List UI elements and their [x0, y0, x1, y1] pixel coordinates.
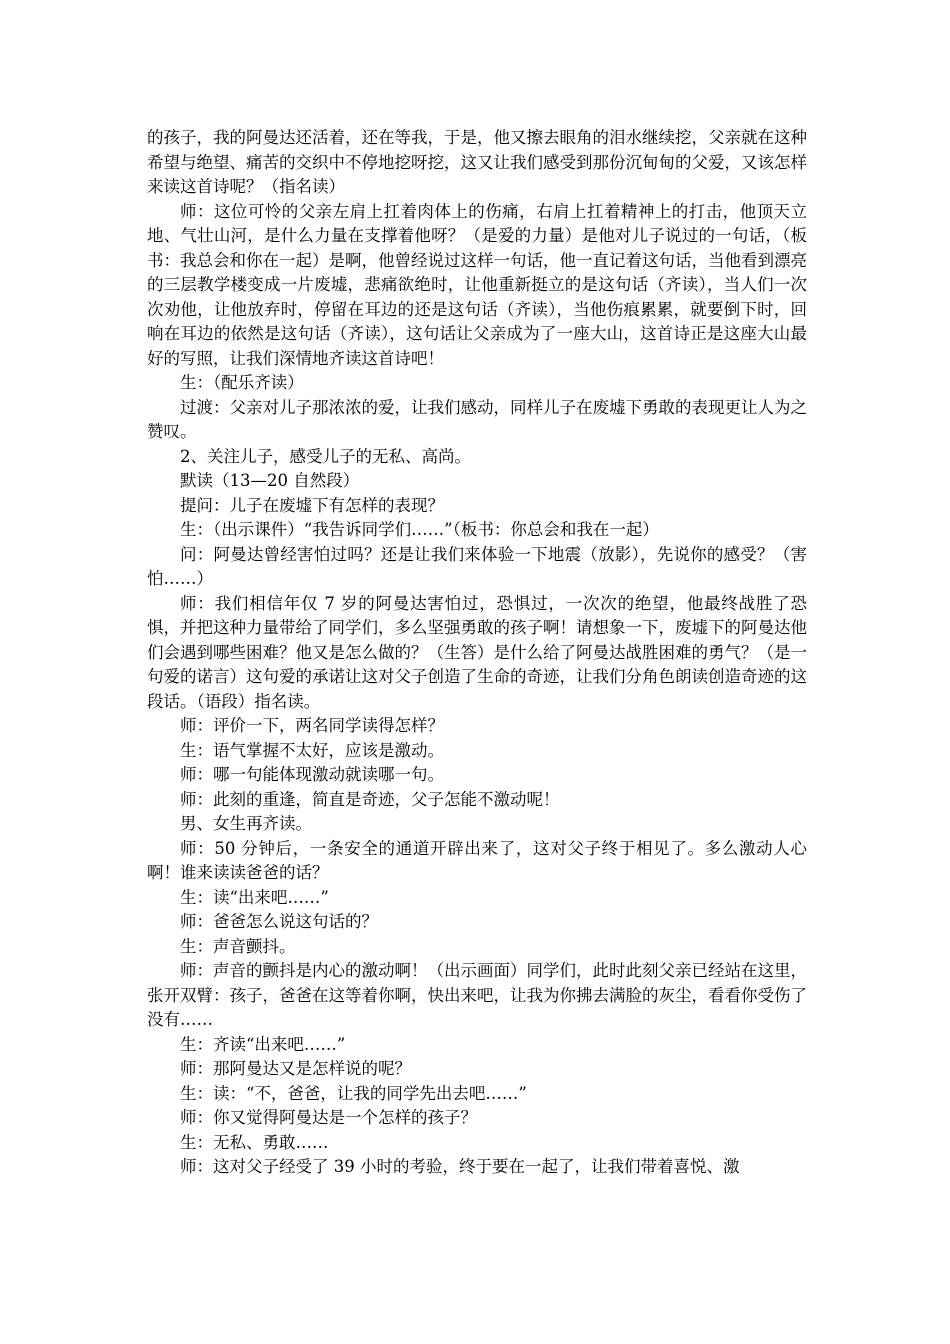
paragraph: 生：读：“不，爸爸，让我的同学先出去吧……”: [180, 1083, 527, 1103]
paragraph: 师：这位可怜的父亲左肩上扛着肉体上的伤痛，右肩上扛着精神上的打击，他顶天立地、气壮山河，是什么力量在支撑着他呀？（是爱的力量）是他对儿子说过的一句话，（板书：我总会和你在一起）是啊，他曾经说过这样一句话，他一直记着这句话，当他看到漂亮的三层教学楼变成一片废墟，悲痛欲绝时，让他重新挺立的是这句话（齐读），当人们一次次劝他，让他放弃时，停留在耳边的还是这句话（齐读），当他伤痕累累，就要倒下时，回响在耳边的依然是这句话（齐读），这句话让父亲成为了一座大山，这首诗正是这座大山最好的写照，让我们深情地齐读这首诗吧！: [147, 201, 807, 368]
paragraph: 师：50 分钟后，一条安全的通道开辟出来了，这对父子终于相见了。多么激动人心啊！谁来读读爸爸的话？: [147, 838, 807, 882]
paragraph: 师：哪一句能体现激动就读哪一句。: [180, 765, 444, 784]
paragraph-continuation: 的孩子，我的阿曼达还活着，还在等我，于是，他又擦去眼角的泪水继续挖，父亲就在这种希望与绝望、痛苦的交织中不停地挖呀挖，这又让我们感受到那份沉甸甸的父爱，又该怎样来读这首诗呢？（指名读）: [147, 128, 807, 196]
paragraph: 师：我们相信年仅 7 岁的阿曼达害怕过，恐惧过，一次次的绝望，他最终战胜了恐惧，并把这种力量带给了同学们，多么坚强勇敢的孩子啊！请想象一下，废墟下的阿曼达他们会遇到哪些困难？他又是怎么做的？（生答）是什么给了阿曼达战胜困难的勇气？（是一句爱的诺言）这句爱的承诺让这对父子创造了生命的奇迹，让我们分角色朗读创造奇迹的这段话。（语段）指名读。: [147, 593, 807, 711]
paragraph: 生：无私、勇敢……: [180, 1132, 329, 1152]
paragraph: 男、女生再齐读。: [180, 814, 312, 833]
paragraph: 师：爸爸怎么说这句话的？: [180, 912, 378, 931]
section-heading: 2、关注儿子，感受儿子的无私、高尚。: [180, 446, 471, 466]
paragraph: 师：此刻的重逢，简直是奇迹，父子怎能不激动呢！: [180, 789, 560, 809]
paragraph: 生：语气掌握不太好，应该是激动。: [180, 740, 444, 760]
paragraph: 过渡：父亲对儿子那浓浓的爱，让我们感动，同样儿子在废墟下勇敢的表现更让人为之赞叹。: [147, 397, 807, 441]
paragraph: 师：这对父子经受了 39 小时的考验，终于要在一起了，让我们带着喜悦、激: [180, 1157, 740, 1176]
paragraph: 生：齐读“出来吧……”: [180, 1034, 346, 1054]
paragraph: 生：声音颤抖。: [180, 936, 296, 956]
paragraph: 师：声音的颤抖是内心的激动啊！（出示画面）同学们，此时此刻父亲已经站在这里，张开双臂：孩子，爸爸在这等着你啊，快出来吧，让我为你拂去满脸的灰尘，看看你受伤了没有……: [147, 961, 807, 1029]
paragraph: 生：（配乐齐读）: [180, 373, 304, 392]
paragraph: 问：阿曼达曾经害怕过吗？还是让我们来体验一下地震（放影），先说你的感受？（害怕……）: [147, 544, 807, 588]
paragraph: 生：读“出来吧……”: [180, 887, 329, 907]
document-page: [147, 126, 807, 1180]
paragraph: 生：（出示课件）“我告诉同学们……”（板书：你总会和我在一起）: [180, 520, 659, 539]
paragraph: 师：那阿曼达又是怎样说的呢？: [180, 1059, 411, 1078]
paragraph: 师：评价一下，两名同学读得怎样？: [180, 716, 444, 735]
paragraph: 提问：儿子在废墟下有怎样的表现？: [180, 495, 444, 515]
paragraph: 师：你又觉得阿曼达是一个怎样的孩子？: [180, 1108, 477, 1127]
paragraph: 默读（13—20 自然段）: [180, 471, 360, 490]
